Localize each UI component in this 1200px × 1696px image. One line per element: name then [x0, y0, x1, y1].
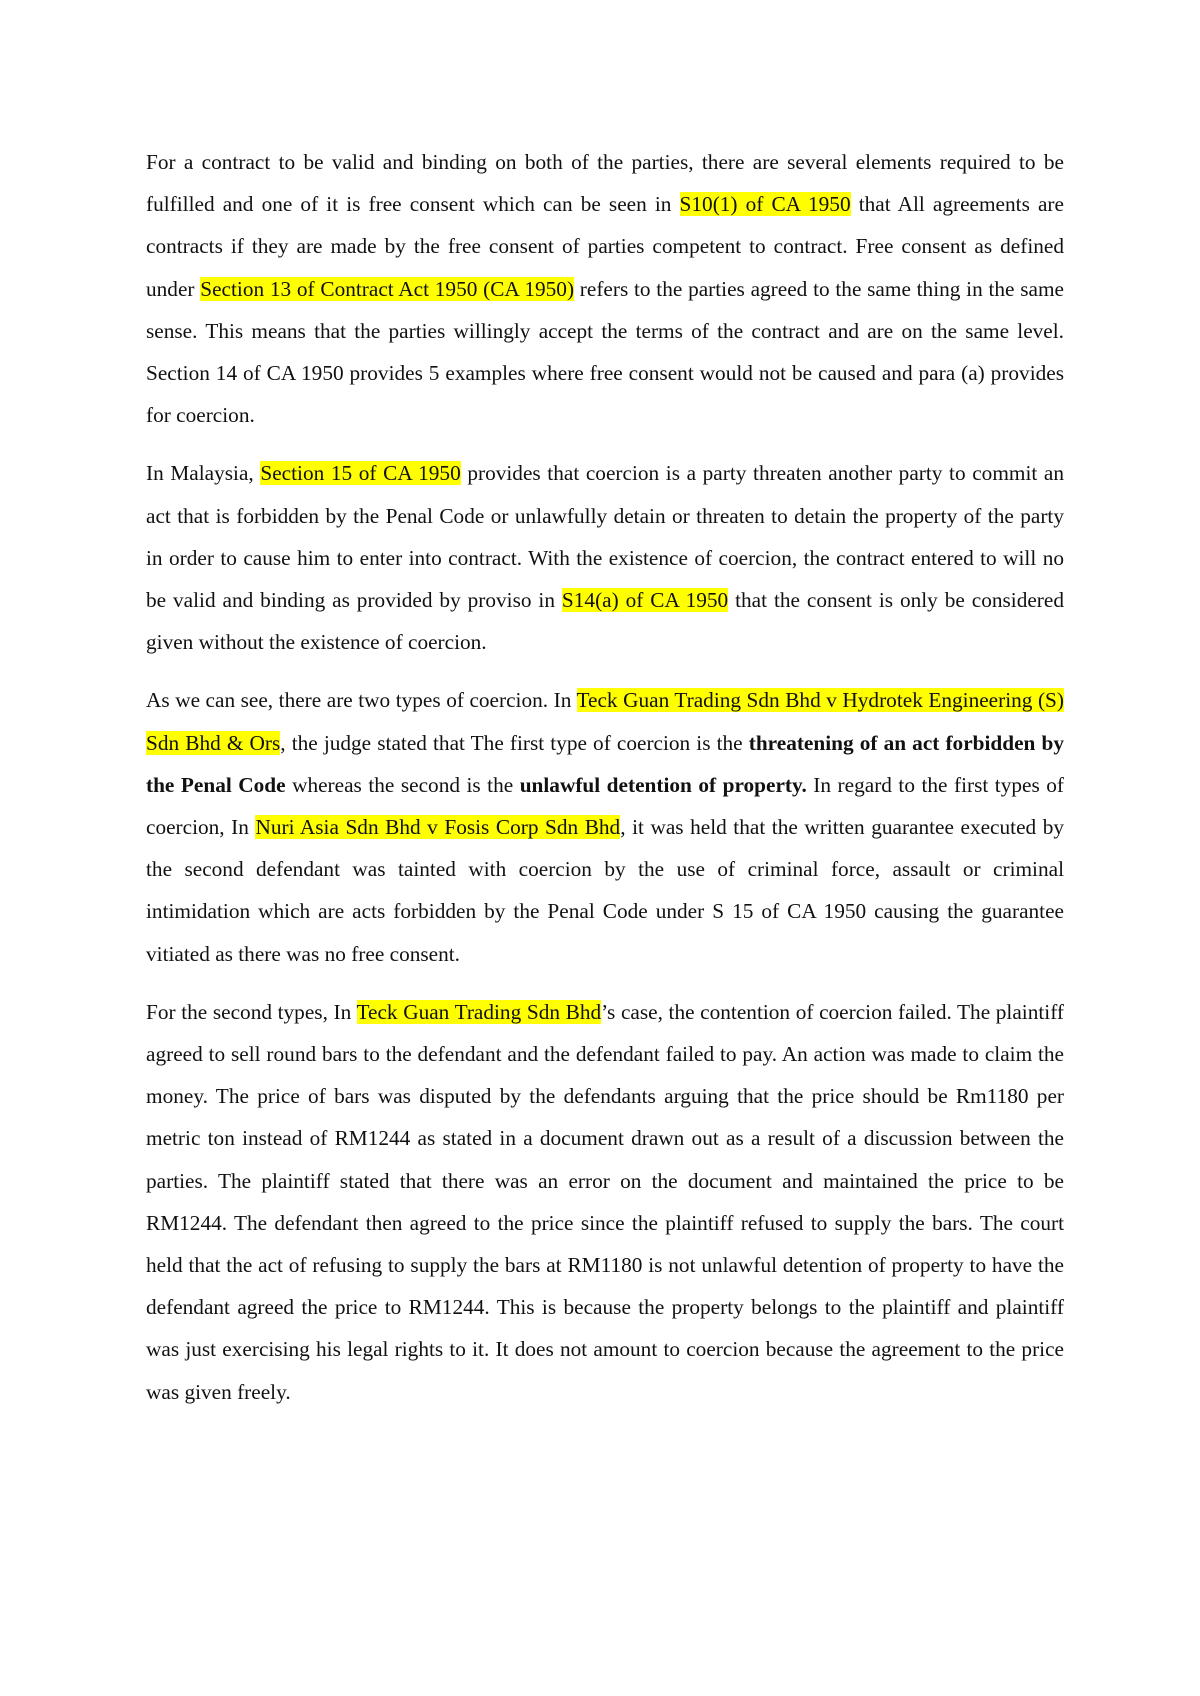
- highlighted-case-name: Nuri Asia Sdn Bhd v Fosis Corp Sdn Bhd: [255, 815, 621, 840]
- highlighted-citation: S10(1) of CA 1950: [679, 192, 851, 217]
- paragraph-types-of-coercion: [146, 679, 1064, 974]
- paragraph-coercion-definition: [146, 452, 1064, 663]
- body-text: provides that coercion is a party threaten another party to commit an act that is forbidden by the Penal Code or unlawfully detain or threaten to detain the property of the party in order to cause him to enter into contract. With the existence of coercion, the contract entered to will no be valid and binding as provided by proviso in: [146, 461, 1065, 613]
- body-text: that the consent is only be considered given without the existence of coercion.: [146, 588, 1064, 655]
- body-text: ’s case, the contention of coercion failed. The plaintiff agreed to sell round bars to the defendant and the defendant failed to pay. An action was made to claim the money. The price of bars was disputed by the defendants arguing that the price should be Rm1180 per metric ton instead of RM1244 as stated in a document drawn out as a result of a discussion between the parties. The plaintiff stated that there was an error on the document and maintained the price to be RM1244. The defendant then agreed to the price since the plaintiff refused to supply the bars. The court held that the act of refusing to supply the bars at RM1180 is not unlawful detention of property to have the defendant agreed the price to RM1244. This is because the property belongs to the plaintiff and plaintiff was just exercising his legal rights to it. It does not amount to coercion because the agreement to the price was given freely.: [146, 999, 1064, 1404]
- paragraph-second-type: [146, 991, 1064, 1413]
- highlighted-citation: S14(a) of CA 1950: [561, 588, 729, 613]
- body-text: , the judge stated that The first type of coercion is the: [280, 730, 749, 755]
- bold-term: unlawful detention of property.: [519, 772, 807, 797]
- body-text: whereas the second is the: [285, 772, 520, 797]
- body-text: As we can see, there are two types of coercion. In: [146, 688, 577, 713]
- body-text: refers to the parties agreed to the same thing in the same sense. This means that the parties willingly accept the terms of the contract and are on the same level. Section 14 of CA 1950 provides 5 examples where free consent would not be caused and para (a) provides for coercion.: [146, 276, 1064, 428]
- body-text: For the second types, In: [146, 999, 357, 1024]
- highlighted-case-name: Teck Guan Trading Sdn Bhd: [356, 999, 602, 1024]
- body-text: that All agreements are contracts if they are made by the free consent of parties competent to contract. Free consent as defined under: [146, 192, 1064, 301]
- highlighted-citation: Section 13 of Contract Act 1950 (CA 1950): [200, 276, 575, 301]
- body-text: , it was held that the written guarantee executed by the second defendant was tainted with coercion by the use of criminal force, assault or criminal intimidation which are acts forbidden by the Penal Code under S 15 of CA 1950 causing the guarantee vitiated as there was no free consent.: [146, 815, 1065, 966]
- body-text: In regard to the first types of coercion, In: [146, 772, 1064, 840]
- paragraph-free-consent: [146, 141, 1064, 436]
- bold-term: threatening of an act forbidden by the Penal Code: [146, 730, 1064, 797]
- highlighted-citation: Section 15 of CA 1950: [260, 461, 461, 486]
- body-text: In Malaysia,: [146, 461, 261, 486]
- document-body: [146, 141, 1064, 1429]
- body-text: For a contract to be valid and binding on both of the parties, there are several elements required to be fulfilled and one of it is free consent which can be seen in: [146, 150, 1064, 217]
- highlighted-case-name: Teck Guan Trading Sdn Bhd v Hydrotek Engineering (S) Sdn Bhd & Ors: [146, 688, 1064, 755]
